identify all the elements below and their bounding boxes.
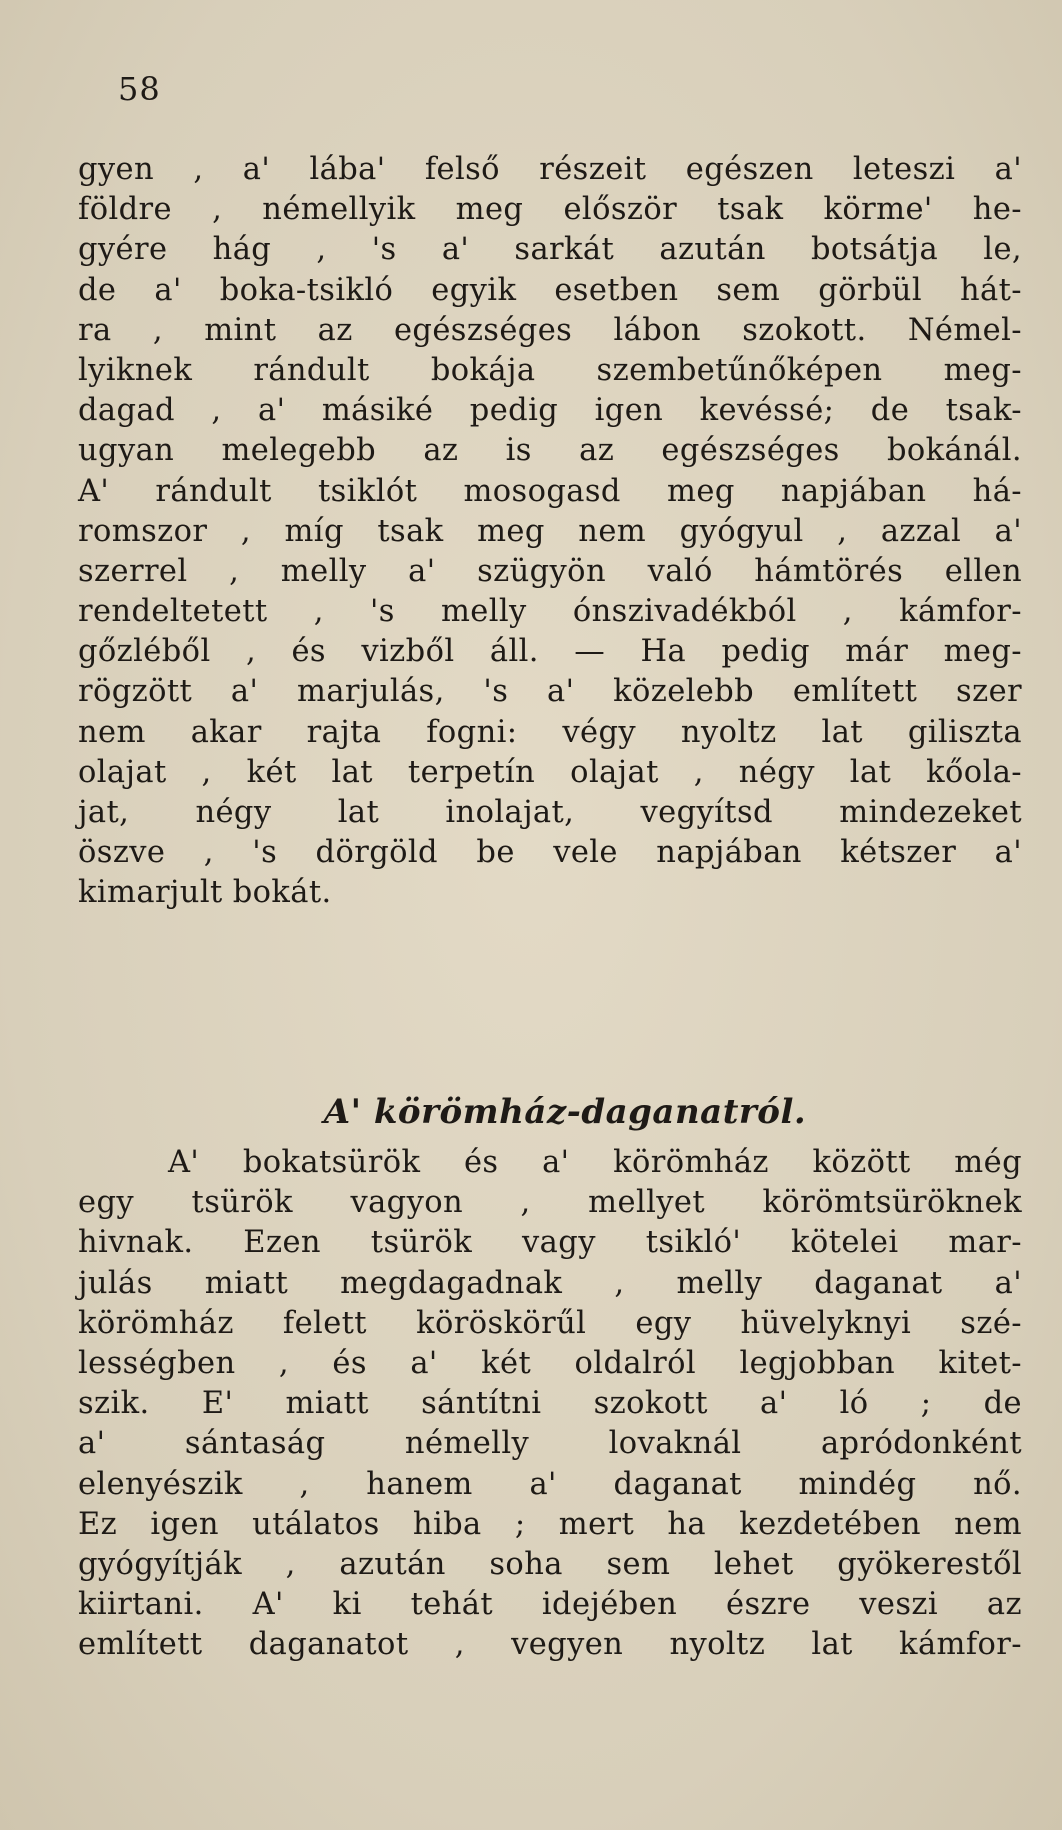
text-line: olajat , két lat terpetín olajat , négy lat kőola-	[78, 754, 1022, 790]
text-line: kimarjult bokát.	[78, 875, 332, 911]
text-line: gyógyítják , azután soha sem lehet gyökerestől	[78, 1546, 1022, 1582]
text-line: julás miatt megdagadnak , melly daganat a'	[78, 1265, 1022, 1301]
text-line: nem akar rajta fogni: végy nyoltz lat giliszta	[78, 714, 1022, 750]
text-line: öszve , 's dörgöld be vele napjában kétszer a'	[78, 835, 1022, 871]
text-line: lességben , és a' két oldalról legjobban kitet-	[78, 1345, 1022, 1381]
section-heading: A' körömház-daganatról.	[323, 1092, 807, 1132]
section2	[78, 1077, 1022, 1665]
text-line: jat, négy lat inolajat, vegyítsd mindezeket	[78, 795, 1022, 830]
text-line: A' bokatsürök és a' körömház között még	[168, 1145, 1022, 1180]
text-line: körömház felett köröskörűl egy hüvelyknyi szé-	[78, 1305, 1022, 1341]
text-line: elenyészik , hanem a' daganat mindég nő.	[78, 1466, 1022, 1502]
text-line: Ez igen utálatos hiba ; mert ha kezdetében nem	[78, 1506, 1022, 1542]
page-number: 58	[118, 70, 161, 108]
text-line: ra , mint az egészséges lábon szokott. Némel-	[78, 312, 1022, 348]
text-line: gyen , a' lába' felső részeit egészen leteszi a'	[78, 152, 1022, 187]
text-line: szerrel , melly a' szügyön való hámtörés ellen	[78, 553, 1022, 589]
text-line: dagad , a' másiké pedig igen kevéssé; de tsak-	[78, 393, 1022, 429]
text-line: rendeltetett , 's melly ónszivadékból , kámfor-	[78, 594, 1022, 630]
text-line: romszor , míg tsak meg nem gyógyul , azzal a'	[78, 513, 1022, 549]
text-line: egy tsürök vagyon , mellyet körömtsüröknek	[78, 1185, 1022, 1221]
text-line: A' rándult tsiklót mosogasd meg napjában há-	[78, 473, 1022, 509]
text-line: gyére hág , 's a' sarkát azután botsátja le,	[78, 232, 1022, 268]
text-line: a' sántaság némelly lovaknál apródonként	[78, 1426, 1022, 1462]
text-line: említett daganatot , vegyen nyoltz lat kámfor-	[78, 1627, 1022, 1663]
text-line: kiirtani. A' ki tehát idejében észre veszi az	[78, 1587, 1022, 1623]
text-line: hivnak. Ezen tsürök vagy tsikló' kötelei mar-	[78, 1225, 1022, 1261]
text-line: ugyan melegebb az is az egészséges bokánál.	[78, 433, 1022, 469]
text-line: gőzléből , és vizből áll. — Ha pedig már meg-	[78, 634, 1022, 670]
text-line: lyiknek rándult bokája szembetűnőképen meg-	[78, 352, 1022, 388]
section1-text	[78, 150, 1022, 914]
text-line: földre , némellyik meg először tsak körme' he-	[78, 192, 1022, 228]
text-line: rögzött a' marjulás, 's a' közelebb említett szer	[78, 674, 1022, 710]
text-line: szik. E' miatt sántítni szokott a' ló ; de	[78, 1386, 1022, 1422]
text-line: de a' boka-tsikló egyik esetben sem görbül hát-	[78, 272, 1022, 308]
